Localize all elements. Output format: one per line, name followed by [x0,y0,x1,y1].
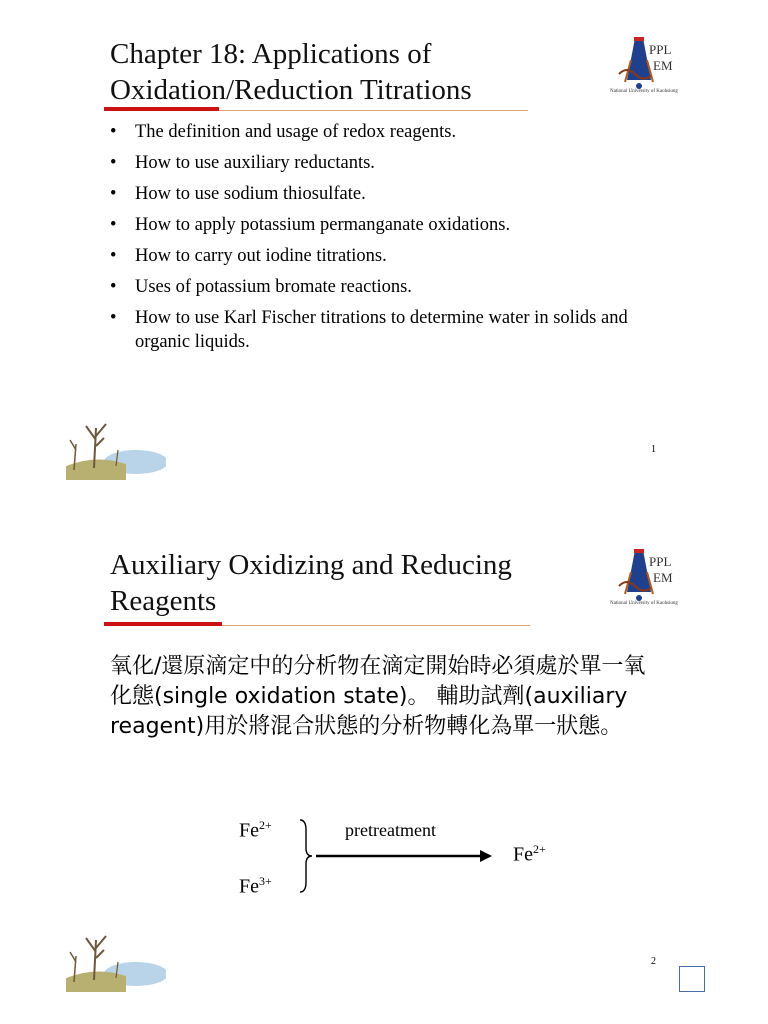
tree-lake-icon [66,932,166,992]
bullet-icon: • [110,308,117,328]
slide-title [110,36,472,108]
list-item [110,151,650,175]
list-item [110,120,650,144]
slide-2 [0,512,768,1024]
tree-lake-icon [66,420,166,480]
list-item [110,213,650,237]
bullet-icon: • [110,277,117,297]
reactant-2-symbol: Fe [239,875,259,898]
bullet-text: How to use auxiliary reductants. [135,153,375,173]
title-line-1: Auxiliary Oxidizing and Reducing [110,549,512,581]
body-paragraph: 氧化/還原滴定中的分析物在滴定開始時必須處於單一氧化態(single oxidation state)。 輔助試劑(auxiliary reagent)用於將混合狀態的分析物轉化為單一狀態。 [110,654,646,739]
reactant-2-charge: 3+ [259,874,272,888]
title-line-2: Oxidation/Reduction Titrations [110,74,472,106]
logo-word-ppl: PPL [649,554,672,569]
logo-word-em: EM [653,570,673,585]
page-number: 1 [651,444,656,455]
page-navigation-box[interactable] [679,966,705,992]
arrow-head-icon [480,850,492,862]
title-line-1: Chapter 18: Applications of [110,38,432,70]
bullet-text: The definition and usage of redox reagents. [135,122,457,142]
bullet-text: Uses of potassium bromate reactions. [135,277,412,297]
list-item [110,306,650,354]
product-charge: 2+ [533,842,546,856]
reactant-fe3 [239,874,272,899]
university-logo [605,36,705,98]
university-logo [605,548,705,610]
logo-caption: National University of Kaohsiung [610,89,678,94]
slide-title [110,547,512,619]
bullet-icon: • [110,215,117,235]
landscape-image [66,932,166,992]
title-underline-accent [104,107,219,111]
bullet-list [110,120,650,361]
arrow-label: pretreatment [345,820,436,840]
reactant-fe2 [239,818,272,843]
list-item [110,182,650,206]
list-item [110,275,650,299]
bullet-text: How to apply potassium permanganate oxidations. [135,215,511,235]
page-number: 2 [651,956,656,967]
bullet-icon: • [110,122,117,142]
reactant-1-charge: 2+ [259,818,272,832]
bullet-text: How to use Karl Fischer titrations to determine water in solids and organic liquids. [135,308,628,352]
logo-word-em: EM [653,58,673,73]
reactant-1-symbol: Fe [239,819,259,842]
title-line-2: Reagents [110,585,217,617]
bullet-text: How to use sodium thiosulfate. [135,184,366,204]
curly-brace-icon [300,820,312,892]
list-item [110,244,650,268]
bullet-icon: • [110,246,117,266]
bullet-icon: • [110,153,117,173]
title-underline-accent [104,622,222,626]
bullet-text: How to carry out iodine titrations. [135,246,387,266]
logo-word-ppl: PPL [649,42,672,57]
bullet-icon: • [110,184,117,204]
product-symbol: Fe [513,843,533,866]
product-fe2 [513,842,546,867]
landscape-image [66,420,166,480]
logo-caption: National University of Kaohsiung [610,601,678,606]
